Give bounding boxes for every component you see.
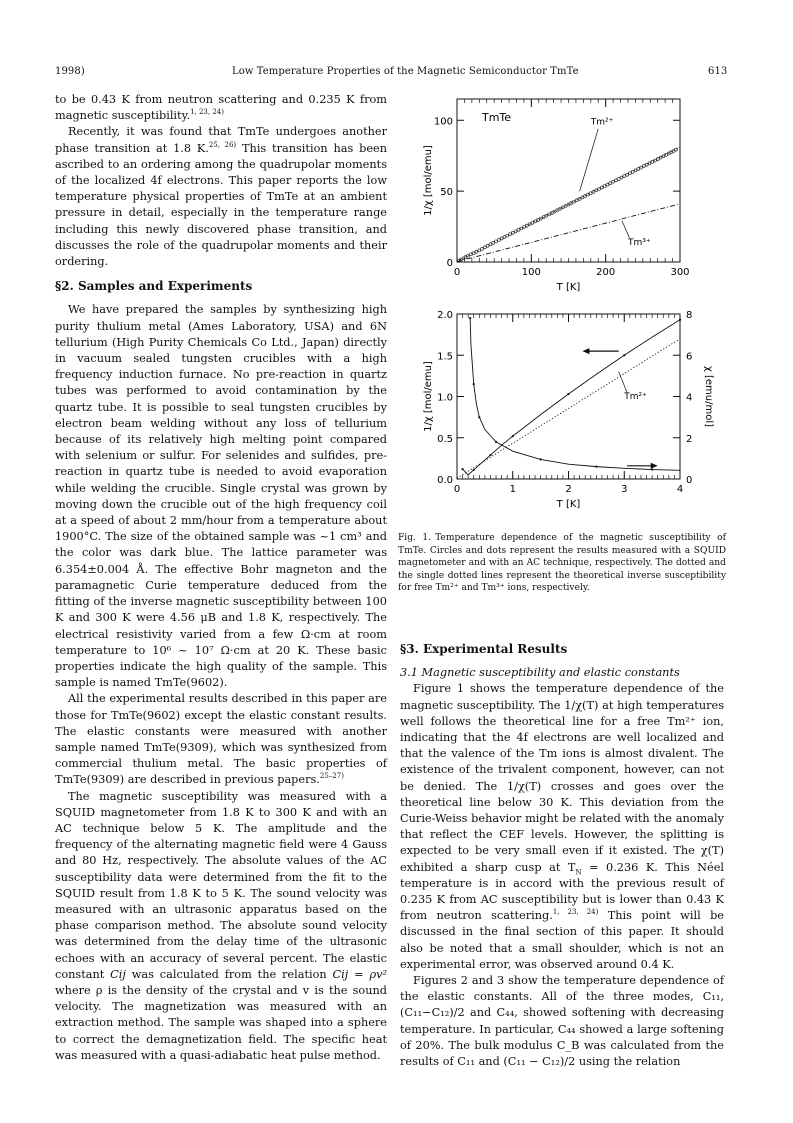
right-column (400, 641, 724, 1070)
figure-1-top-panel (398, 92, 728, 307)
x-tick-label: 1 (509, 484, 516, 495)
y-right-tick-label: 2 (686, 433, 693, 445)
y-right-tick-label: 0 (686, 475, 693, 486)
data-point-dot (679, 319, 681, 321)
data-point-dot (473, 383, 475, 385)
data-point-dot (473, 469, 475, 471)
series-line (457, 339, 680, 478)
x-tick-label: 4 (676, 484, 684, 495)
figure-1-caption (398, 532, 726, 595)
paragraph-elastic-samples: All the experimental results described in this paper are those for TmTe(9602) except the elastic constant results. The elastic constants were measured with another sample named TmTe(9309), which was synthesized from commercial thulium metal. The basic properties of TmTe(9309) are described in previous papers.$^{25-27)}$ (55, 692, 387, 787)
caption-text: Temperature dependence of the magnetic susceptibility of TmTe. Circles and dots represent the results measured with a SQUID magnetometer and with an AC technique, respectively. The dotted and the single dotted lines represent the theoretical inverse susceptibility for free Tm²⁺ and Tm³⁺ ions, respectively. (398, 533, 726, 594)
y-axis-label: 1/χ [mol/emu] (423, 361, 434, 432)
y-tick-label: 0.5 (437, 433, 453, 445)
x-axis-label: T [K] (556, 282, 581, 293)
series-line (463, 320, 680, 475)
top-plot-area (423, 99, 690, 293)
x-tick-label: 300 (670, 267, 690, 278)
subsection-3-1-title: 3.1 Magnetic susceptibility and elastic constants (400, 666, 680, 680)
annotation-tm2: Tm²⁺ (624, 391, 647, 402)
x-tick-label: 0 (453, 267, 461, 278)
data-point-dot (567, 393, 569, 395)
paragraph-samples: We have prepared the samples by synthesizing high purity thulium metal (Ames Laboratory, USA) and 6N tellurium (High Purity Chemicals Co Ltd., Japan) directly in vacuum sealed tungsten crucibles with a high frequency induction furnace. No pre-reaction in quartz tubes was performed to avoid contamination by the quartz tube. It is possible to seal tungsten crucibles by electron beam welding without any loss of tellurium because of its relatively high melting point compared with selenium or sulfur. For selenides and sulfides, pre-reaction in quartz tube is needed to avoid evaporation while welding the crucible. Single crystal was grown by moving down the crucible out of the high frequency coil at a speed of about 2 mm/hour from a temperature about 1900°C. The size of the obtained sample was ~1 cm³ and the color was dark blue. The lattice parameter was 6.354±0.004 Å. The effective Bohr magneton and the paramagnetic Curie temperature deduced from the fitting of the inverse magnetic susceptibility between 100 K and 300 K were 4.56 μB and 1.8 K, respectively. The electrical resistivity varied from a few Ω·cm at room temperature to 10⁶ ~ 10⁷ Ω·cm at 20 K. These basic properties indicate the high quality of the sample. This sample is named TmTe(9602). (55, 303, 387, 690)
data-point-dot (512, 435, 514, 437)
paragraph-phase-transition: Recently, it was found that TmTe undergoes another phase transition at 1.8 K.$^{25, 26)}$ This transition has been ascribed to an ordering among the quadrupolar moments of the localized 4f electrons. This paper reports the low temperature physical properties of TmTe at an ambient pressure in detail, especially in the temperature range including this newly discovered phase transition, and discusses the role of the quadrupolar moments and their ordering. (55, 125, 387, 269)
series-line (470, 318, 680, 470)
paragraph-susceptibility-results: Figure 1 shows the temperature dependence of the magnetic susceptibility. The 1/χ(T) at high temperatures well follows the theoretical line for a free Tm²⁺ ion, indicating that the 4f electrons are well localized and that the valence of the Tm ions is almost divalent. The existence of the trivalent component, however, can not be denied. The 1/χ(T) crosses and goes over the theoretical line below 30 K. This deviation from the Curie-Weiss behavior might be related with the anomaly that reflect the CEF levels. However, the splitting is expected to be very small even if it existed. The χ(T) exhibited a sharp cusp at $T_N = 0.236$ K. This Néel temperature is in accord with the previous result of 0.235 K from AC susceptibility but is lower than 0.43 K from neutron scattering.$^{1, 23, 24)}$ This point will be discussed in the final section of this paper. It should also be noted that a small shoulder, which is not an experimental error, was observed around 0.4 K. (400, 682, 724, 971)
data-point-dot (623, 354, 625, 356)
data-point-dot (595, 466, 597, 468)
arrowhead-left-axis (582, 348, 589, 354)
header-title: Low Temperature Properties of the Magnetic Semiconductor TmTe (232, 66, 579, 77)
y-tick-label: 1.5 (437, 351, 453, 363)
annotation-tm2-pointer (580, 129, 599, 191)
y-tick-label: 0 (446, 258, 453, 269)
x-tick-label: 200 (596, 267, 616, 278)
caption-label: Fig. 1. (398, 533, 432, 543)
x-tick-label: 2 (565, 484, 572, 495)
y-right-tick-label: 4 (686, 392, 693, 404)
section-2-title: §2. Samples and Experiments (55, 279, 253, 294)
data-point-dot (469, 317, 471, 319)
annotation-tm3-pointer (622, 221, 629, 238)
data-point-dot (495, 441, 497, 443)
x-axis-label: T [K] (556, 499, 581, 510)
y-axis-label: 1/χ [mol/emu] (423, 145, 434, 216)
paragraph-measurements: The magnetic susceptibility was measured with a SQUID magnetometer from 1.8 K to 300 K and with an AC technique below 5 K. The amplitude and the frequency of the alternating magnetic field were 4 Gauss and 80 Hz, respectively. The absolute values of the AC susceptibility data were determined from the fit to the SQUID result from 1.8 K to 5 K. The sound velocity was measured with an ultrasonic apparatus based on the phase comparison method. The absolute sound velocity was determined from the delay time of the ultrasonic echoes with an accuracy of several percent. The elastic constant Cij was calculated from the relation Cij = ρv² where ρ is the density of the crystal and v is the sound velocity. The magnetization was measured with an extraction method. The sample was shaped into a sphere to correct the demagnetization field. The specific heat was measured with a quasi-adiabatic heat pulse method. (55, 789, 387, 1062)
chart-title: TmTe (482, 111, 512, 124)
x-tick-label: 3 (621, 484, 628, 495)
y-tick-label: 50 (440, 187, 453, 199)
header-page-number: 613 (708, 66, 728, 77)
y-tick-label: 0.0 (437, 475, 453, 486)
data-point-dot (478, 416, 480, 418)
y-right-axis-label: χ [emu/mol] (703, 366, 714, 427)
y-tick-label: 2.0 (437, 310, 453, 321)
section-3-title: §3. Experimental Results (400, 642, 568, 656)
data-point-dot (461, 468, 463, 470)
arrowhead-right-axis (651, 463, 658, 469)
left-column (55, 92, 387, 1064)
y-right-tick-label: 6 (686, 351, 693, 363)
data-point-dot (540, 458, 542, 460)
series-line (457, 204, 680, 262)
bottom-plot-area (423, 310, 714, 510)
paragraph-elastic-results: Figures 2 and 3 show the temperature dependence of the elastic constants. All of the three modes, C₁₁, (C₁₁−C₁₂)/2 and C₄₄, showed softening with decreasing temperature. In particular, C₄₄ showed a large softening of 20%. The bulk modulus C_B was calculated from the results of C₁₁ and (C₁₁ − C₁₂)/2 using the relation (400, 974, 724, 1069)
header-year: 1998) (55, 66, 85, 77)
annotation-tm2: Tm²⁺ (590, 117, 614, 128)
annotation-tm3: Tm³⁺ (627, 237, 651, 248)
y-right-tick-label: 8 (686, 310, 693, 321)
y-tick-label: 100 (433, 116, 453, 128)
figure-1-bottom-panel (398, 305, 728, 520)
y-tick-label: 1.0 (437, 392, 453, 404)
x-tick-label: 0 (453, 484, 461, 495)
data-point-dot (489, 454, 491, 456)
x-tick-label: 100 (521, 267, 541, 278)
paragraph-intro-end: to be 0.43 K from neutron scattering and 0.235 K from magnetic susceptibility.$^{1, 23, 24)}$ (55, 93, 387, 123)
data-point-dot (651, 468, 653, 470)
